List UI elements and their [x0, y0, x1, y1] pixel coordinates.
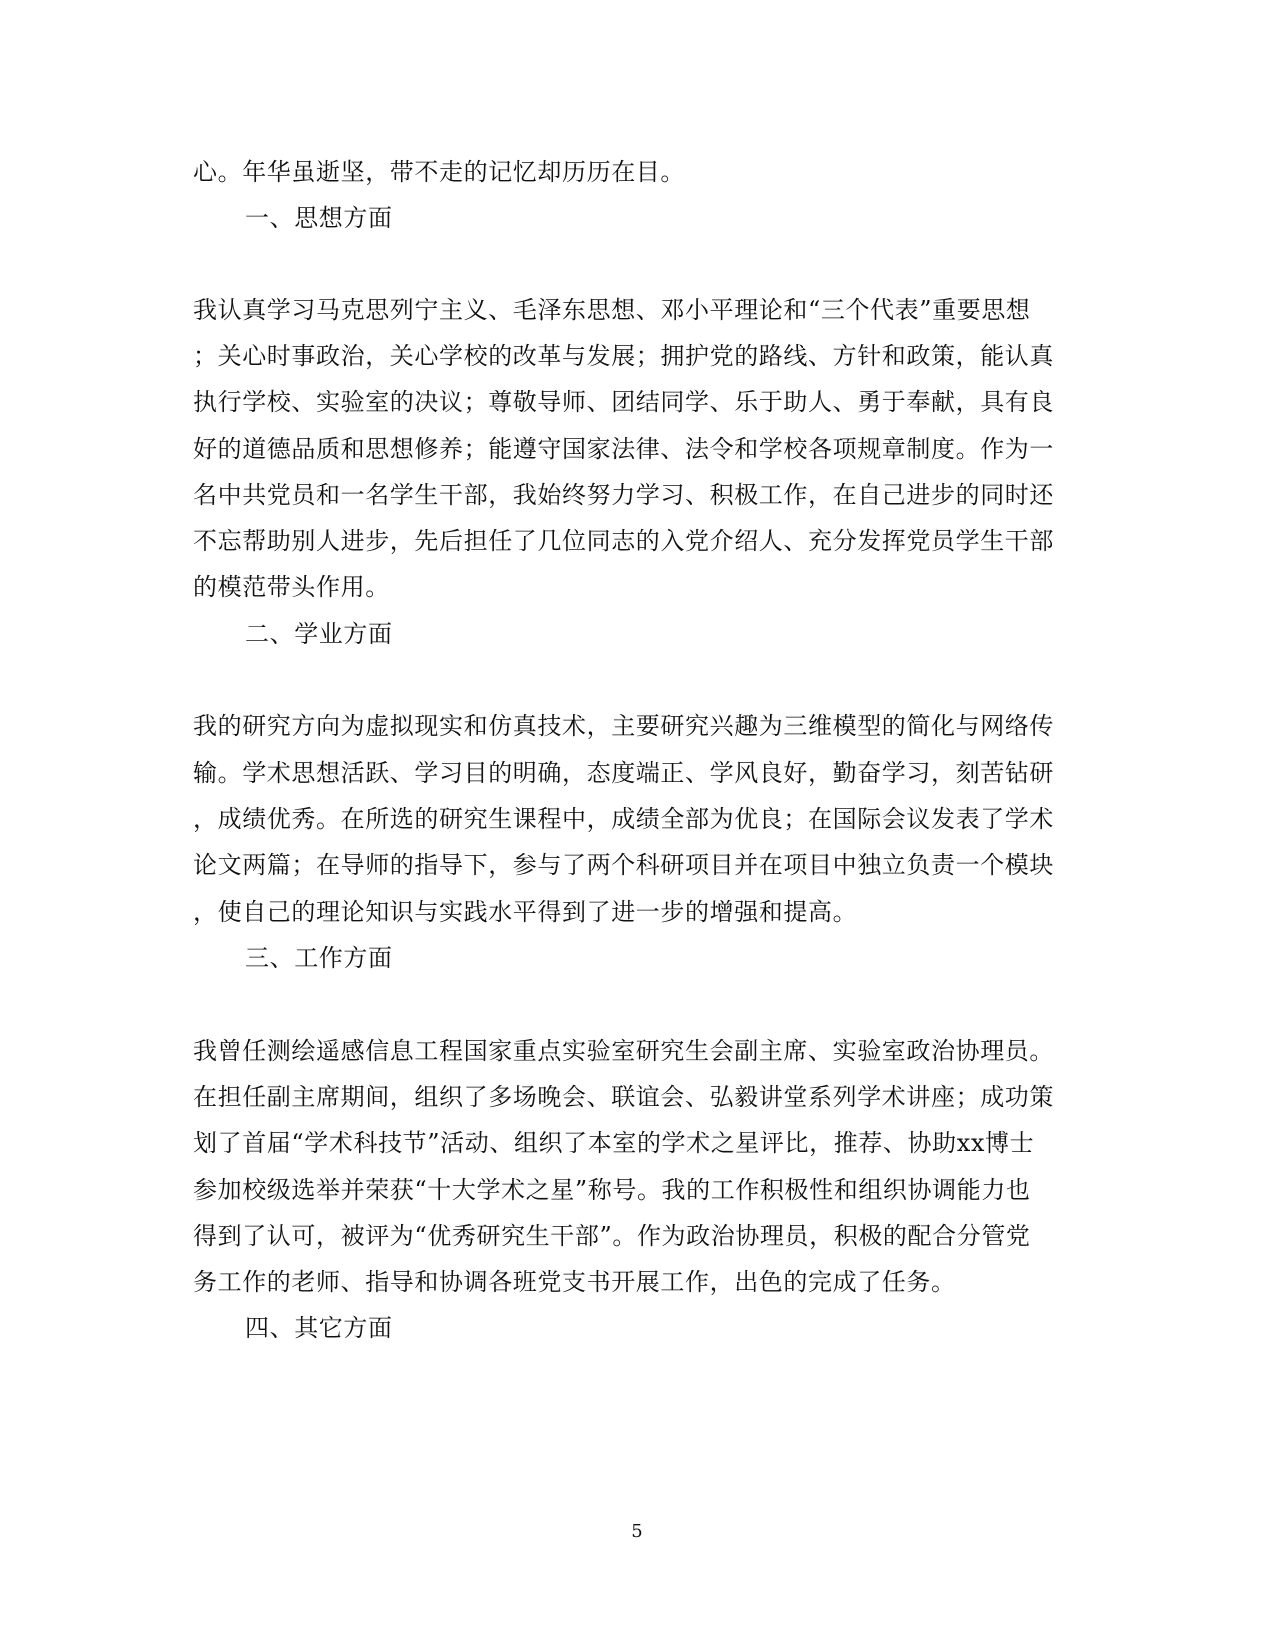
text-line: 执行学校、实验室的决议；尊敬导师、团结同学、乐于助人、勇于奉献，具有良 — [193, 388, 1054, 416]
text-line: ；关心时事政治，关心学校的改革与发展；拥护党的路线、方针和政策，能认真 — [193, 342, 1054, 370]
text-line: 务工作的老师、指导和协调各班党支书开展工作，出色的完成了任务。 — [193, 1268, 956, 1296]
text-line: ，使自己的理论知识与实践水平得到了进一步的增强和提高。 — [193, 898, 858, 926]
section-heading: 四、其它方面 — [245, 1314, 393, 1342]
text-line: 论文两篇；在导师的指导下，参与了两个科研项目并在项目中独立负责一个模块 — [193, 851, 1054, 879]
text-line: 我的研究方向为虚拟现实和仿真技术，主要研究兴趣为三维模型的简化与网络传 — [193, 712, 1054, 740]
text-line: 的模范带头作用。 — [193, 573, 390, 601]
text-line: 我认真学习马克思列宁主义、毛泽东思想、邓小平理论和“三个代表”重要思想 — [193, 296, 1031, 324]
section-heading: 二、学业方面 — [245, 620, 393, 648]
text-line: 心。年华虽逝坚，带不走的记忆却历历在目。 — [193, 158, 685, 186]
text-line: 得到了认可，被评为“优秀研究生干部”。作为政治协理员，积极的配合分管党 — [193, 1222, 1031, 1250]
text-line: 划了首届“学术科技节”活动、组织了本室的学术之星评比，推荐、协助xx博士 — [193, 1129, 1035, 1157]
text-line: 在担任副主席期间，组织了多场晚会、联谊会、弘毅讲堂系列学术讲座；成功策 — [193, 1083, 1054, 1111]
text-line: 输。学术思想活跃、学习目的明确，态度端正、学风良好，勤奋学习，刻苦钻研 — [193, 759, 1054, 787]
section-heading: 一、思想方面 — [245, 204, 393, 232]
section-heading: 三、工作方面 — [245, 944, 393, 972]
text-line: 好的道德品质和思想修养；能遵守国家法律、法令和学校各项规章制度。作为一 — [193, 435, 1054, 463]
text-line: 我曾任测绘遥感信息工程国家重点实验室研究生会副主席、实验室政治协理员。 — [193, 1037, 1054, 1065]
text-line: 参加校级选举并荣获“十大学术之星”称号。我的工作积极性和组织协调能力也 — [193, 1176, 1031, 1204]
text-line: 不忘帮助别人进步，先后担任了几位同志的入党介绍人、充分发挥党员学生干部 — [193, 527, 1054, 555]
text-line: ，成绩优秀。在所选的研究生课程中，成绩全部为优良；在国际会议发表了学术 — [193, 805, 1054, 833]
text-line: 名中共党员和一名学生干部，我始终努力学习、积极工作，在自己进步的同时还 — [193, 481, 1054, 509]
page-number: 5 — [631, 1521, 643, 1542]
